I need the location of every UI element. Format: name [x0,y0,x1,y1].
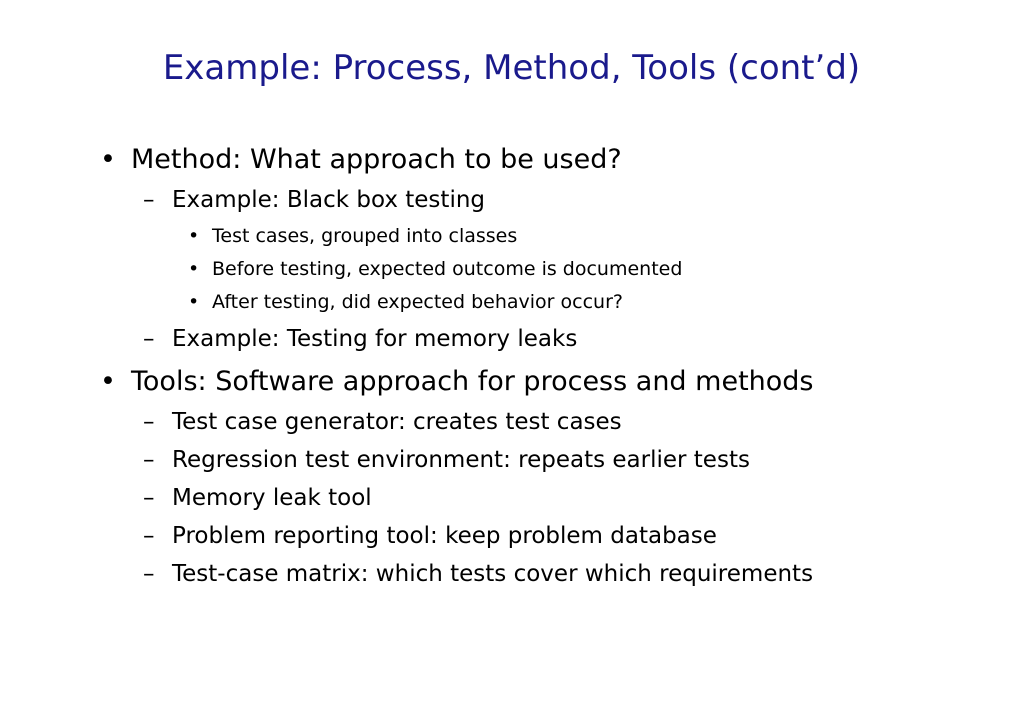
subitem-black-box [143,185,486,215]
bullet-marker: • [188,258,200,280]
subitem-text: Example: Black box testing [172,187,486,213]
dash-marker: – [143,187,155,213]
bullet-marker: • [100,366,116,397]
dash-marker: – [143,523,155,549]
slide-title: Example: Process, Method, Tools (cont’d) [162,48,861,88]
bullet-text: Method: What approach to be used? [131,144,622,175]
subitem-text: Test case generator: creates test cases [172,409,622,435]
dash-marker: – [143,447,155,473]
subitem-problem-reporting [143,521,717,551]
subitem-regression-test [143,445,750,475]
bullet-method [100,142,622,178]
bullet-marker: • [188,291,200,313]
subitem-test-case-matrix [143,559,814,589]
subitem-test-case-generator [143,407,622,437]
subitem-memory-leaks [143,324,578,354]
subsubitem-test-cases [188,223,518,249]
bullet-text: Tools: Software approach for process and methods [131,366,814,397]
dash-marker: – [143,485,155,511]
dash-marker: – [143,326,155,352]
subitem-memory-leak-tool [143,483,372,513]
subitem-text: Example: Testing for memory leaks [172,326,578,352]
subitem-text: Problem reporting tool: keep problem database [172,523,717,549]
bullet-marker: • [100,144,116,175]
subitem-text: Test-case matrix: which tests cover which requirements [172,561,814,587]
bullet-marker: • [188,225,200,247]
subsubitem-text: After testing, did expected behavior occur? [212,291,623,313]
subsubitem-before-testing [188,256,683,282]
dash-marker: – [143,409,155,435]
subsubitem-after-testing [188,289,623,315]
subsubitem-text: Before testing, expected outcome is documented [212,258,683,280]
subsubitem-text: Test cases, grouped into classes [212,225,518,247]
bullet-tools [100,364,814,400]
dash-marker: – [143,561,155,587]
subitem-text: Memory leak tool [172,485,372,511]
subitem-text: Regression test environment: repeats earlier tests [172,447,750,473]
